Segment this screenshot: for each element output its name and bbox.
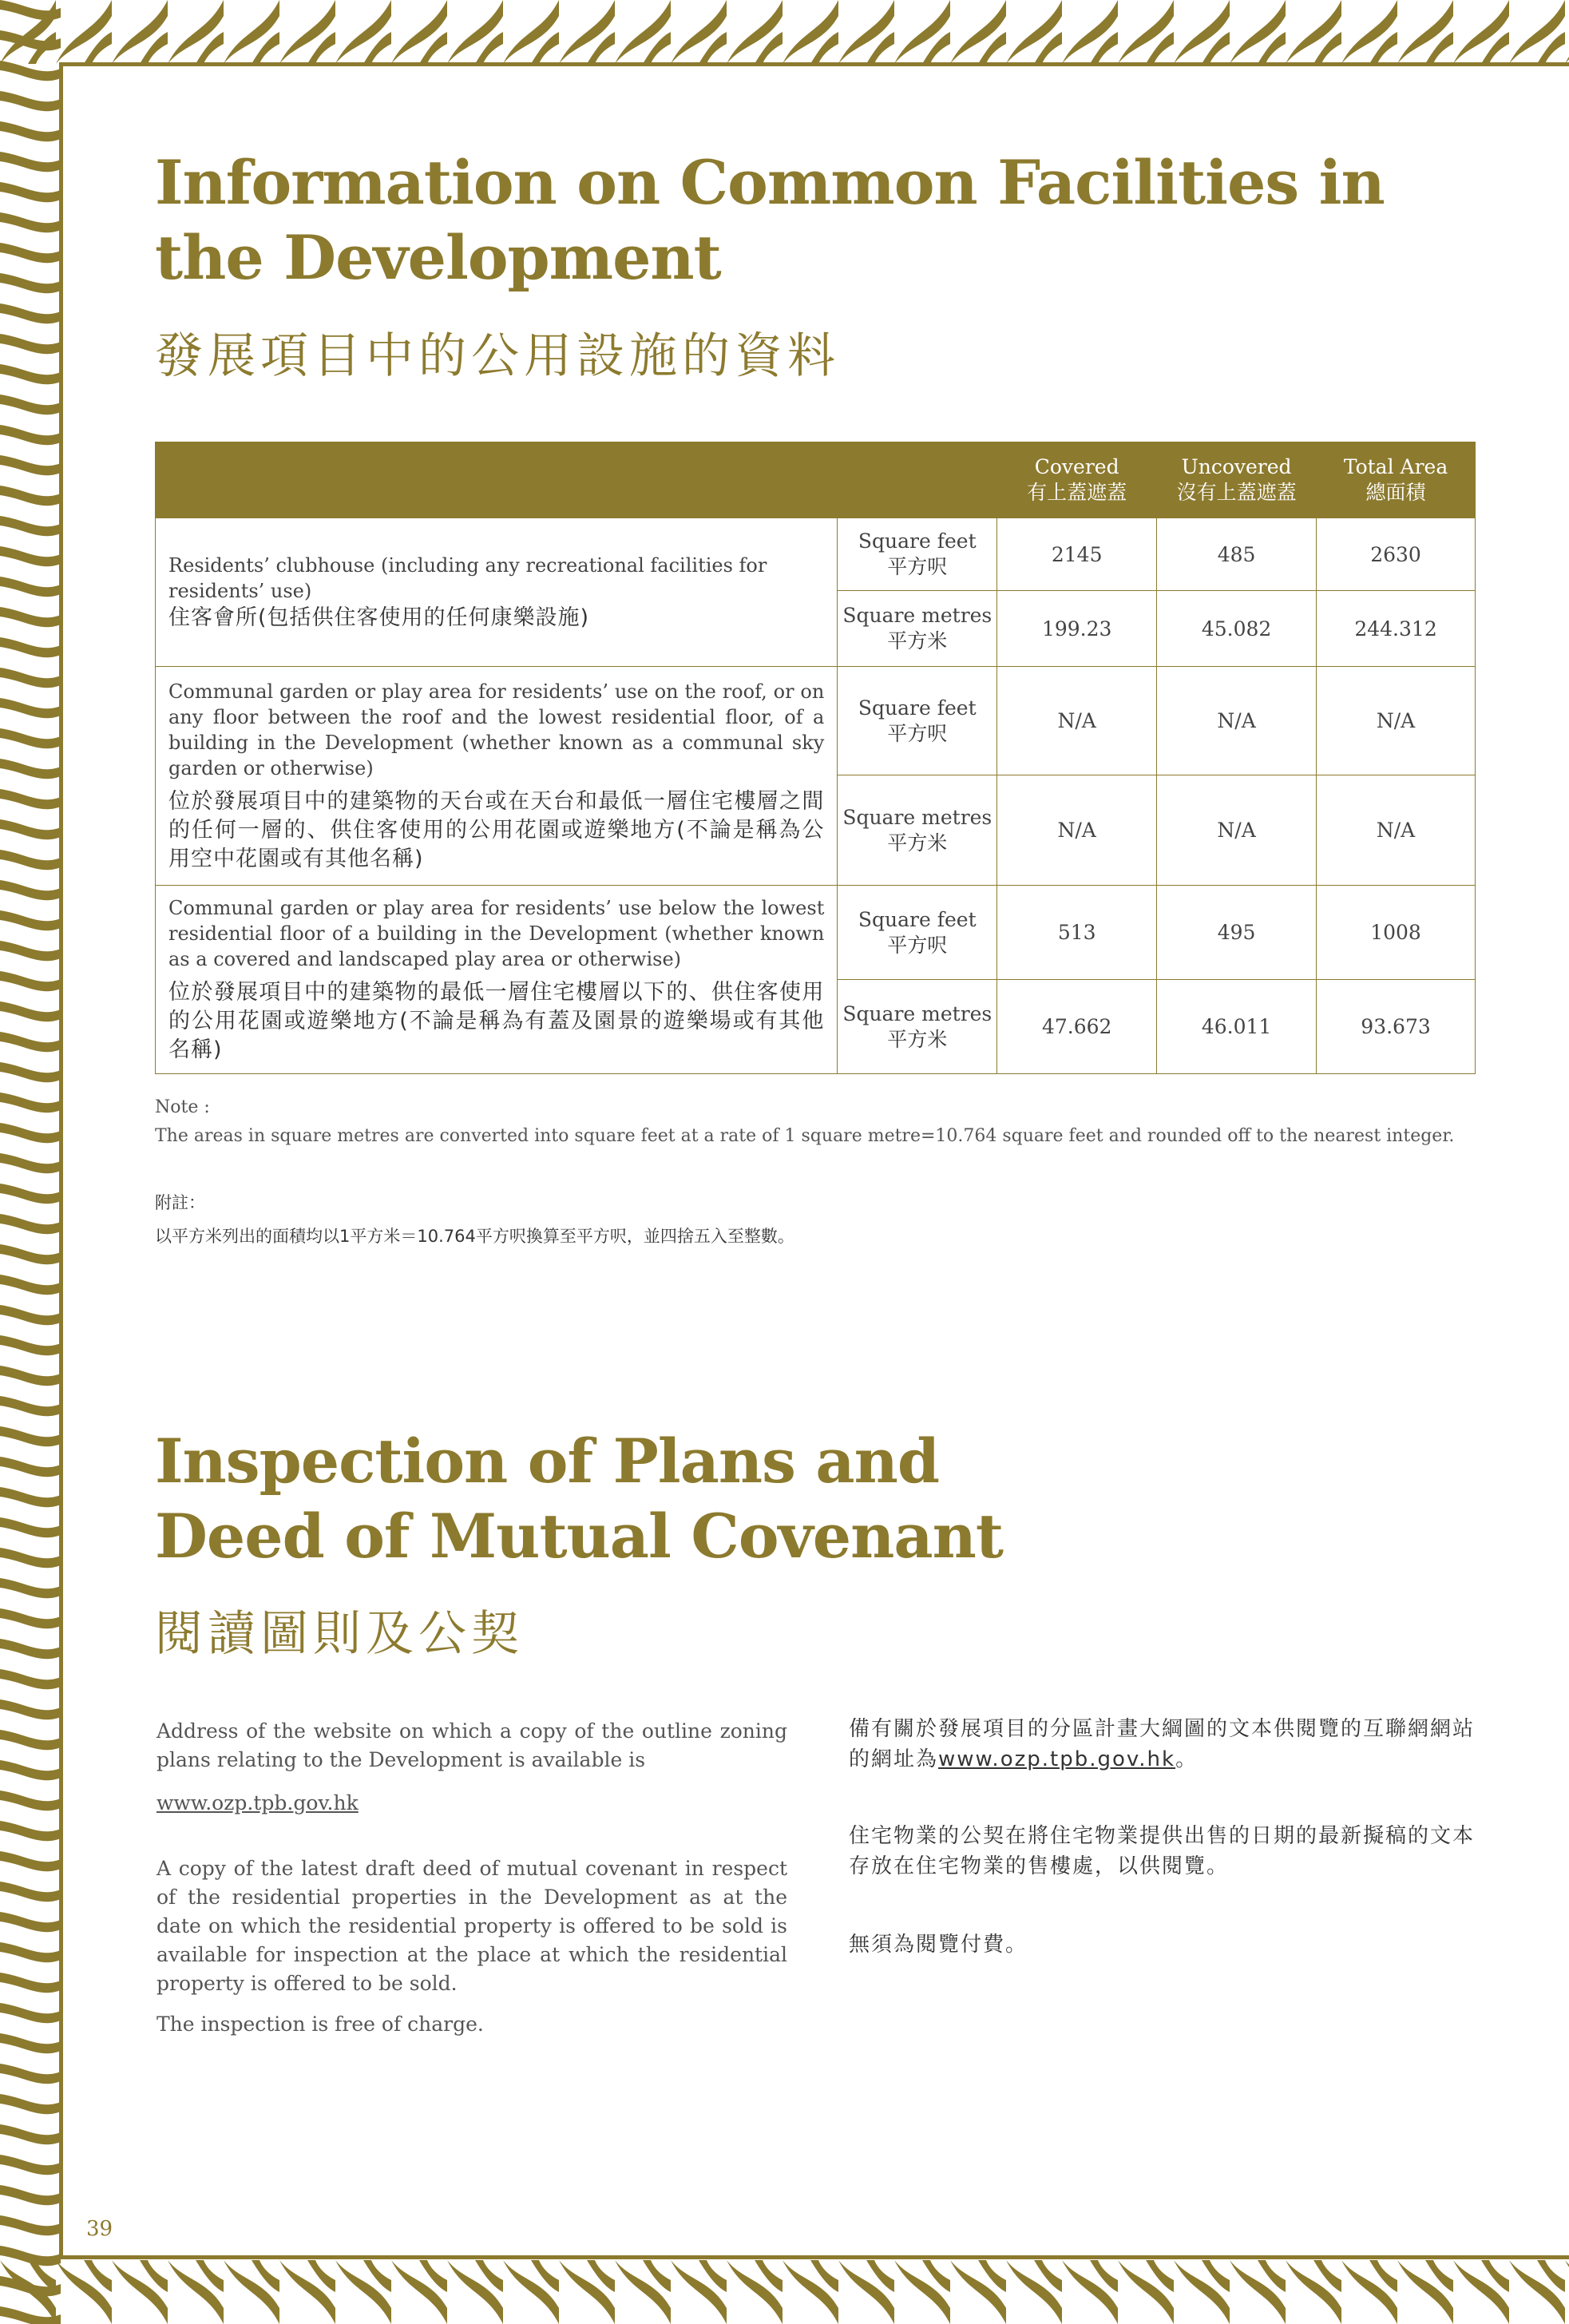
row-description bbox=[156, 667, 838, 886]
ozp-website-link-cn[interactable]: www.ozp.tpb.gov.hk bbox=[938, 1747, 1176, 1771]
cell-uncovered: 46.011 bbox=[1157, 980, 1317, 1074]
decorative-border-bottom bbox=[0, 2260, 1569, 2324]
table-row bbox=[156, 518, 1476, 591]
section2-title-line1: Inspection of Plans and bbox=[155, 1426, 939, 1497]
cell-covered: 47.662 bbox=[997, 980, 1157, 1074]
row-description bbox=[156, 886, 838, 1074]
header-uncovered: Uncovered 沒有上蓋遮蓋 bbox=[1157, 442, 1317, 518]
cell-uncovered: 495 bbox=[1157, 886, 1317, 980]
section2-title-cn: 閱讀圖則及公契 bbox=[155, 1606, 524, 1662]
note-text-cn: 以平方米列出的面積均以1平方米＝10.764平方呎換算至平方呎，並四捨五入至整數。 bbox=[155, 1227, 794, 1246]
cell-total: N/A bbox=[1317, 667, 1476, 775]
cell-covered: 2145 bbox=[997, 518, 1157, 591]
cell-uncovered: N/A bbox=[1157, 775, 1317, 886]
frame-line-left bbox=[59, 62, 63, 2259]
unit-sqm: Square metres 平方米 bbox=[838, 591, 997, 667]
unit-sqft: Square feet 平方呎 bbox=[838, 518, 997, 591]
section2-title-line2: Deed of Mutual Covenant bbox=[155, 1501, 1003, 1572]
note-label-cn: 附註： bbox=[155, 1193, 205, 1212]
row-description-cn: 位於發展項目中的建築物的天台或在天台和最低一層住宅樓層之間的任何一層的、供住客使用的公用花園或遊樂地方(不論是稱為公用空中花園或有其他名稱) bbox=[168, 788, 825, 871]
unit-sqm: Square metres 平方米 bbox=[838, 980, 997, 1074]
ozp-paragraph-en: Address of the website on which a copy of the outline zoning plans relating to the Development is available is bbox=[157, 1719, 787, 1771]
table-header-row bbox=[156, 442, 1476, 518]
unit-sqft: Square feet 平方呎 bbox=[838, 886, 997, 980]
cell-covered: N/A bbox=[997, 775, 1157, 886]
cell-total: 1008 bbox=[1317, 886, 1476, 980]
note-label-en: Note : bbox=[155, 1097, 210, 1117]
note-text-en: The areas in square metres are converted into square feet at a rate of 1 square metre=10.764 square feet and rounded off to the nearest integer. bbox=[155, 1126, 1455, 1146]
table-row bbox=[156, 667, 1476, 775]
cell-uncovered: 485 bbox=[1157, 518, 1317, 591]
section1-title-line2: the Development bbox=[155, 222, 721, 293]
decorative-border-left bbox=[0, 0, 61, 2324]
cell-covered: 513 bbox=[997, 886, 1157, 980]
free-of-charge-cn: 無須為閱覽付費。 bbox=[849, 1933, 1028, 1957]
row-description bbox=[156, 518, 838, 667]
header-blank bbox=[156, 442, 838, 518]
section1-title-cn: 發展項目中的公用設施的資料 bbox=[155, 328, 840, 384]
free-of-charge-en: The inspection is free of charge. bbox=[157, 2013, 484, 2036]
cell-total: 2630 bbox=[1317, 518, 1476, 591]
cell-total: 93.673 bbox=[1317, 980, 1476, 1074]
cell-total: N/A bbox=[1317, 775, 1476, 886]
cell-covered: N/A bbox=[997, 667, 1157, 775]
frame-line-bottom bbox=[61, 2255, 1569, 2259]
page-number: 39 bbox=[86, 2217, 113, 2241]
dmc-paragraph-en: A copy of the latest draft deed of mutual covenant in respect of the residential properties in the Development as at the date on which the residential property is offered to be sold is available for inspection at the place at which the residential property is offered to be sold. bbox=[157, 1857, 787, 1995]
header-total-area: Total Area 總面積 bbox=[1317, 442, 1476, 518]
section1-title bbox=[155, 145, 1385, 295]
row-description-cn: 住客會所(包括供住客使用的任何康樂設施) bbox=[168, 605, 590, 630]
decorative-border-top bbox=[0, 0, 1569, 64]
cell-uncovered: N/A bbox=[1157, 667, 1317, 775]
table-row bbox=[156, 886, 1476, 980]
facilities-table bbox=[155, 442, 1476, 1074]
row-description-cn: 位於發展項目中的建築物的最低一層住宅樓層以下的、供住客使用的公用花園或遊樂地方(不論是稱為有蓋及園景的遊樂場或有其他名稱) bbox=[168, 979, 825, 1062]
header-covered: Covered 有上蓋遮蓋 bbox=[997, 442, 1157, 518]
ozp-website-link-en[interactable]: www.ozp.tpb.gov.hk bbox=[157, 1791, 359, 1814]
cell-covered: 199.23 bbox=[997, 591, 1157, 667]
header-blank-unit bbox=[838, 442, 997, 518]
row-description-en: Communal garden or play area for residents’ use on the roof, or on any floor between the roof and the lowest residential floor, of a building in the Development (whether known as a communal sky garden or otherwise) bbox=[168, 680, 825, 779]
ozp-paragraph-cn: 備有關於發展項目的分區計畫大綱圖的文本供閱覽的互聯網網站的網址為www.ozp.tpb.gov.hk。 bbox=[849, 1717, 1476, 1771]
section1-title-line1: Information on Common Facilities in bbox=[155, 147, 1385, 218]
unit-sqm: Square metres 平方米 bbox=[838, 775, 997, 886]
unit-sqft: Square feet 平方呎 bbox=[838, 667, 997, 775]
cell-total: 244.312 bbox=[1317, 591, 1476, 667]
section2-title bbox=[155, 1424, 1003, 1574]
dmc-paragraph-cn: 住宅物業的公契在將住宅物業提供出售的日期的最新擬稿的文本存放在住宅物業的售樓處，以供閱覽。 bbox=[849, 1824, 1476, 1878]
cell-uncovered: 45.082 bbox=[1157, 591, 1317, 667]
row-description-en: Communal garden or play area for residents’ use below the lowest residential floor of a building in the Development (whether known as a covered and landscaped play area or otherwise) bbox=[168, 896, 825, 970]
row-description-en: Residents’ clubhouse (including any recreational facilities for residents’ use) bbox=[168, 553, 767, 602]
frame-line-top bbox=[61, 62, 1569, 66]
